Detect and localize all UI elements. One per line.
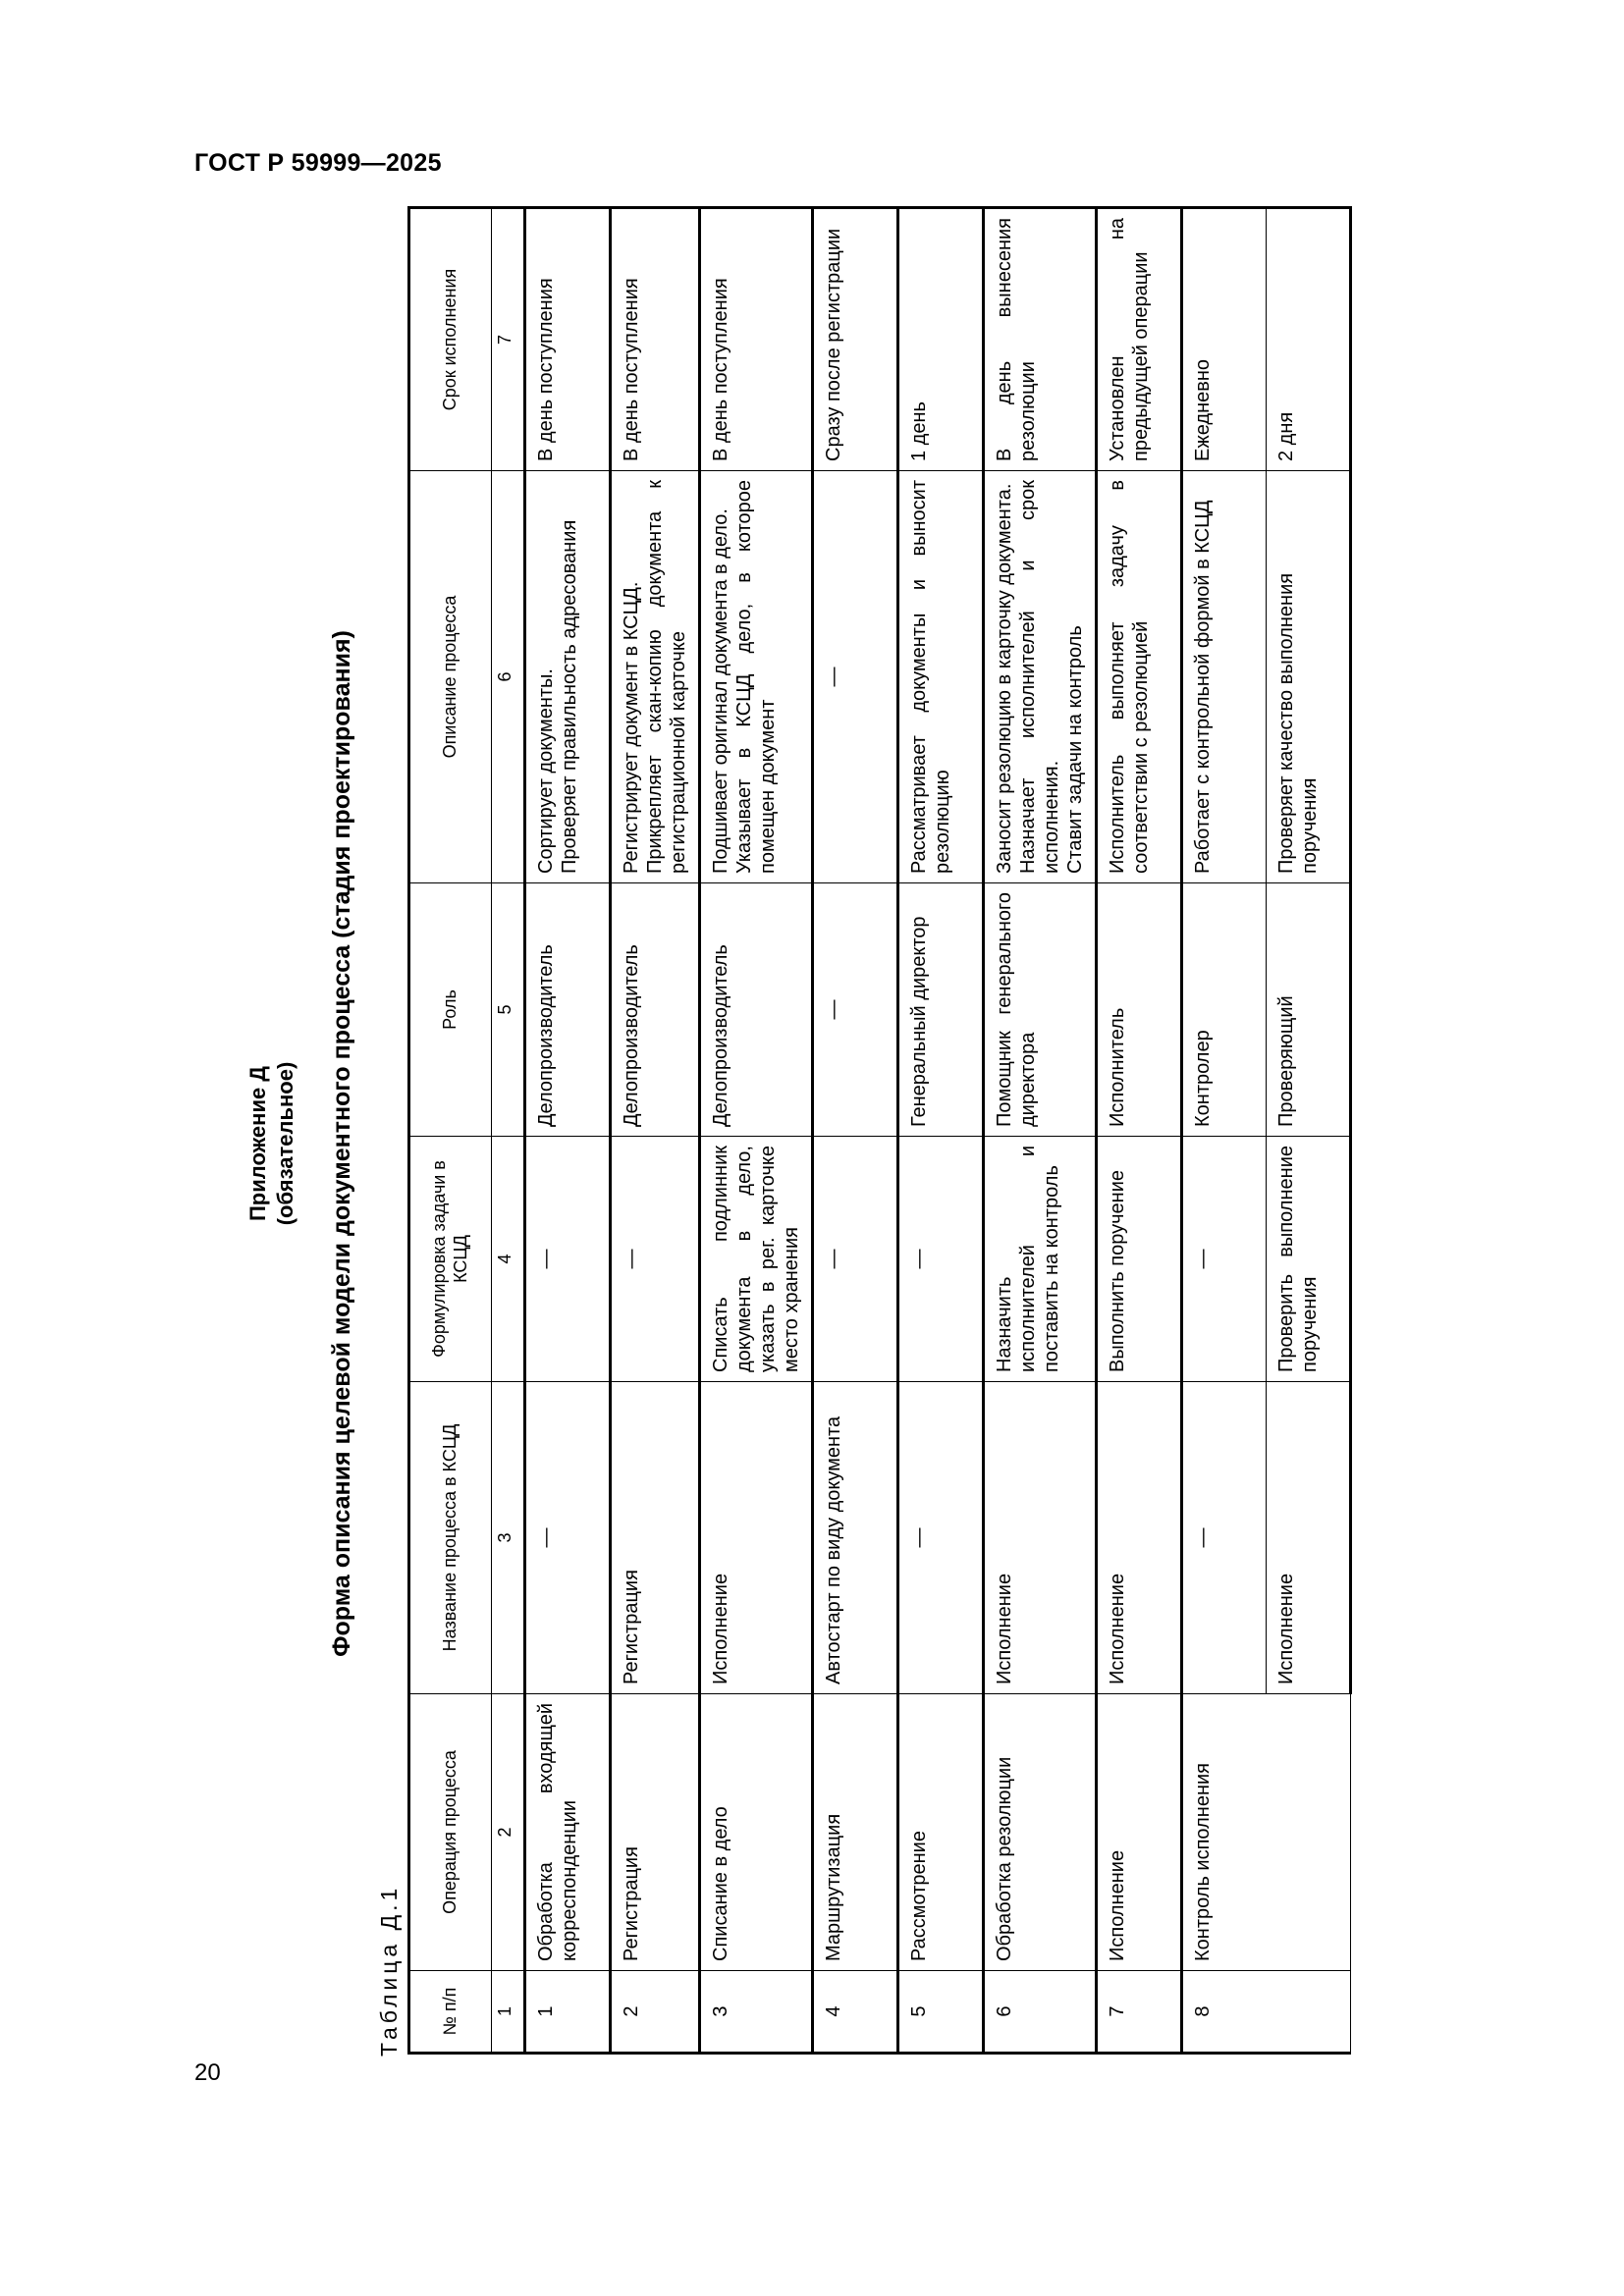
col-header-role: Роль [409, 883, 492, 1137]
cell-process-name: Автостарт по виду документа [813, 1382, 898, 1694]
cell-description [611, 471, 700, 883]
caption-block [245, 206, 356, 2081]
cell-description [525, 471, 611, 883]
cell-role: Делопроизводитель [525, 883, 611, 1137]
cell-operation: Списание в дело [700, 1694, 813, 1971]
cell-deadline: Ежедневно [1182, 208, 1267, 471]
cell-description [1267, 471, 1351, 883]
appendix-title: Приложение Д [245, 1066, 270, 1221]
cell-task: — [898, 1137, 984, 1382]
document-header: ГОСТ Р 59999—2025 [194, 149, 442, 177]
cell-role: Генеральный директор [898, 883, 984, 1137]
cell-num: 3 [700, 1971, 813, 2054]
col-number: 2 [492, 1694, 525, 1971]
cell-operation: Обработка входящей корреспонденции [525, 1694, 611, 1971]
col-header-process-name: Название процесса в КСЦД [409, 1382, 492, 1694]
table-row [1097, 208, 1182, 2054]
cell-deadline: 1 день [898, 208, 984, 471]
description-line: Сортирует документы. [535, 668, 557, 874]
cell-role: Контролер [1182, 883, 1267, 1137]
cell-role: Помощник генерального директора [984, 883, 1097, 1137]
description-line: Проверяет правильность адресования [559, 519, 580, 874]
cell-task: Списать подлинник документа в дело, указать в рег. карточке место хранения [700, 1137, 813, 1382]
cell-num: 5 [898, 1971, 984, 2054]
cell-deadline: В день поступления [611, 208, 700, 471]
cell-process-name: Исполнение [1267, 1382, 1351, 1694]
description-line: — [823, 667, 844, 687]
description-line: Регистрирует документ в КСЦД. [621, 581, 642, 874]
cell-operation: Контроль исполнения [1182, 1694, 1351, 1971]
description-line: Указывает в КСЦД дело, в которое помещен документ [733, 480, 779, 874]
cell-role: Исполнитель [1097, 883, 1182, 1137]
page-number: 20 [194, 2059, 221, 2086]
cell-operation: Маршрутизация [813, 1694, 898, 1971]
col-number: 3 [492, 1382, 525, 1694]
cell-num: 8 [1182, 1971, 1351, 2054]
cell-description [700, 471, 813, 883]
description-line: Проверяет качество выполнения поручения [1275, 572, 1321, 874]
description-line: Работает с контрольной формой в КСЦД [1192, 500, 1214, 874]
table-row [700, 208, 813, 2054]
cell-deadline: В день вынесения резолюции [984, 208, 1097, 471]
description-line: Рассматривает документы и выносит резолюцию [908, 480, 953, 874]
cell-num: 6 [984, 1971, 1097, 2054]
table-row [1182, 208, 1267, 2054]
cell-process-name: Исполнение [700, 1382, 813, 1694]
cell-num: 4 [813, 1971, 898, 2054]
cell-process-name: Исполнение [1097, 1382, 1182, 1694]
col-number: 1 [492, 1971, 525, 2054]
cell-description [984, 471, 1097, 883]
cell-num: 7 [1097, 1971, 1182, 2054]
cell-deadline: Сразу после регистрации [813, 208, 898, 471]
cell-description [1097, 471, 1182, 883]
cell-num: 1 [525, 1971, 611, 2054]
cell-role: — [813, 883, 898, 1137]
cell-deadline: 2 дня [1267, 208, 1351, 471]
cell-process-name: Исполнение [984, 1382, 1097, 1694]
cell-task: — [611, 1137, 700, 1382]
cell-operation: Обработка резолюции [984, 1694, 1097, 1971]
cell-process-name: — [1182, 1382, 1267, 1694]
cell-role: Делопроизводитель [611, 883, 700, 1137]
col-header-num: № п/п [409, 1971, 492, 2054]
cell-operation: Рассмотрение [898, 1694, 984, 1971]
col-header-task: Формулировка задачи в КСЦД [409, 1137, 492, 1382]
table-row [898, 208, 984, 2054]
cell-description [1182, 471, 1267, 883]
table-row [984, 208, 1097, 2054]
col-number: 4 [492, 1137, 525, 1382]
cell-task: Проверить выполнение поручения [1267, 1137, 1351, 1382]
table-row [611, 208, 700, 2054]
description-line: Ставит задачи на контроль [1064, 625, 1086, 874]
cell-operation: Регистрация [611, 1694, 700, 1971]
col-number: 7 [492, 208, 525, 471]
col-header-description: Описание процесса [409, 471, 492, 883]
cell-task: — [1182, 1137, 1267, 1382]
form-title: Форма описания целевой модели документного процесса (стадия проектирования) [328, 630, 355, 1657]
description-line: Заносит резолюцию в карточку документа. [994, 483, 1015, 874]
process-table [407, 206, 1352, 2055]
column-number-row [492, 208, 525, 2054]
table-row [813, 208, 898, 2054]
cell-description [813, 471, 898, 883]
rotated-page-content [245, 206, 1375, 2081]
cell-role: Проверяющий [1267, 883, 1351, 1137]
cell-process-name: Регистрация [611, 1382, 700, 1694]
cell-deadline: В день поступления [700, 208, 813, 471]
table-header-row [409, 208, 492, 2054]
cell-process-name: — [898, 1382, 984, 1694]
description-line: Прикрепляет скан-копию документа к регистрационной карточке [644, 480, 689, 874]
table-row [525, 208, 611, 2054]
col-number: 6 [492, 471, 525, 883]
col-number: 5 [492, 883, 525, 1137]
description-line: Назначает исполнителей и срок исполнения. [1017, 480, 1062, 874]
cell-task: — [813, 1137, 898, 1382]
cell-description [898, 471, 984, 883]
cell-task: — [525, 1137, 611, 1382]
col-header-deadline: Срок исполнения [409, 208, 492, 471]
appendix-note: (обязательное) [273, 1061, 298, 1226]
table-label: Таблица Д.1 [376, 1884, 402, 2056]
cell-task: Выполнить поручение [1097, 1137, 1182, 1382]
cell-role: Делопроизводитель [700, 883, 813, 1137]
cell-deadline: В день поступления [525, 208, 611, 471]
description-line: Исполнитель выполняет задачу в соответствии с резолюцией [1107, 480, 1152, 874]
col-header-operation: Операция процесса [409, 1694, 492, 1971]
cell-num: 2 [611, 1971, 700, 2054]
cell-task: Назначить исполнителей и поставить на контроль [984, 1137, 1097, 1382]
cell-operation: Исполнение [1097, 1694, 1182, 1971]
description-line: Подшивает оригинал документа в дело. [710, 508, 731, 874]
cell-deadline: Установлен на предыдущей операции [1097, 208, 1182, 471]
cell-process-name: — [525, 1382, 611, 1694]
